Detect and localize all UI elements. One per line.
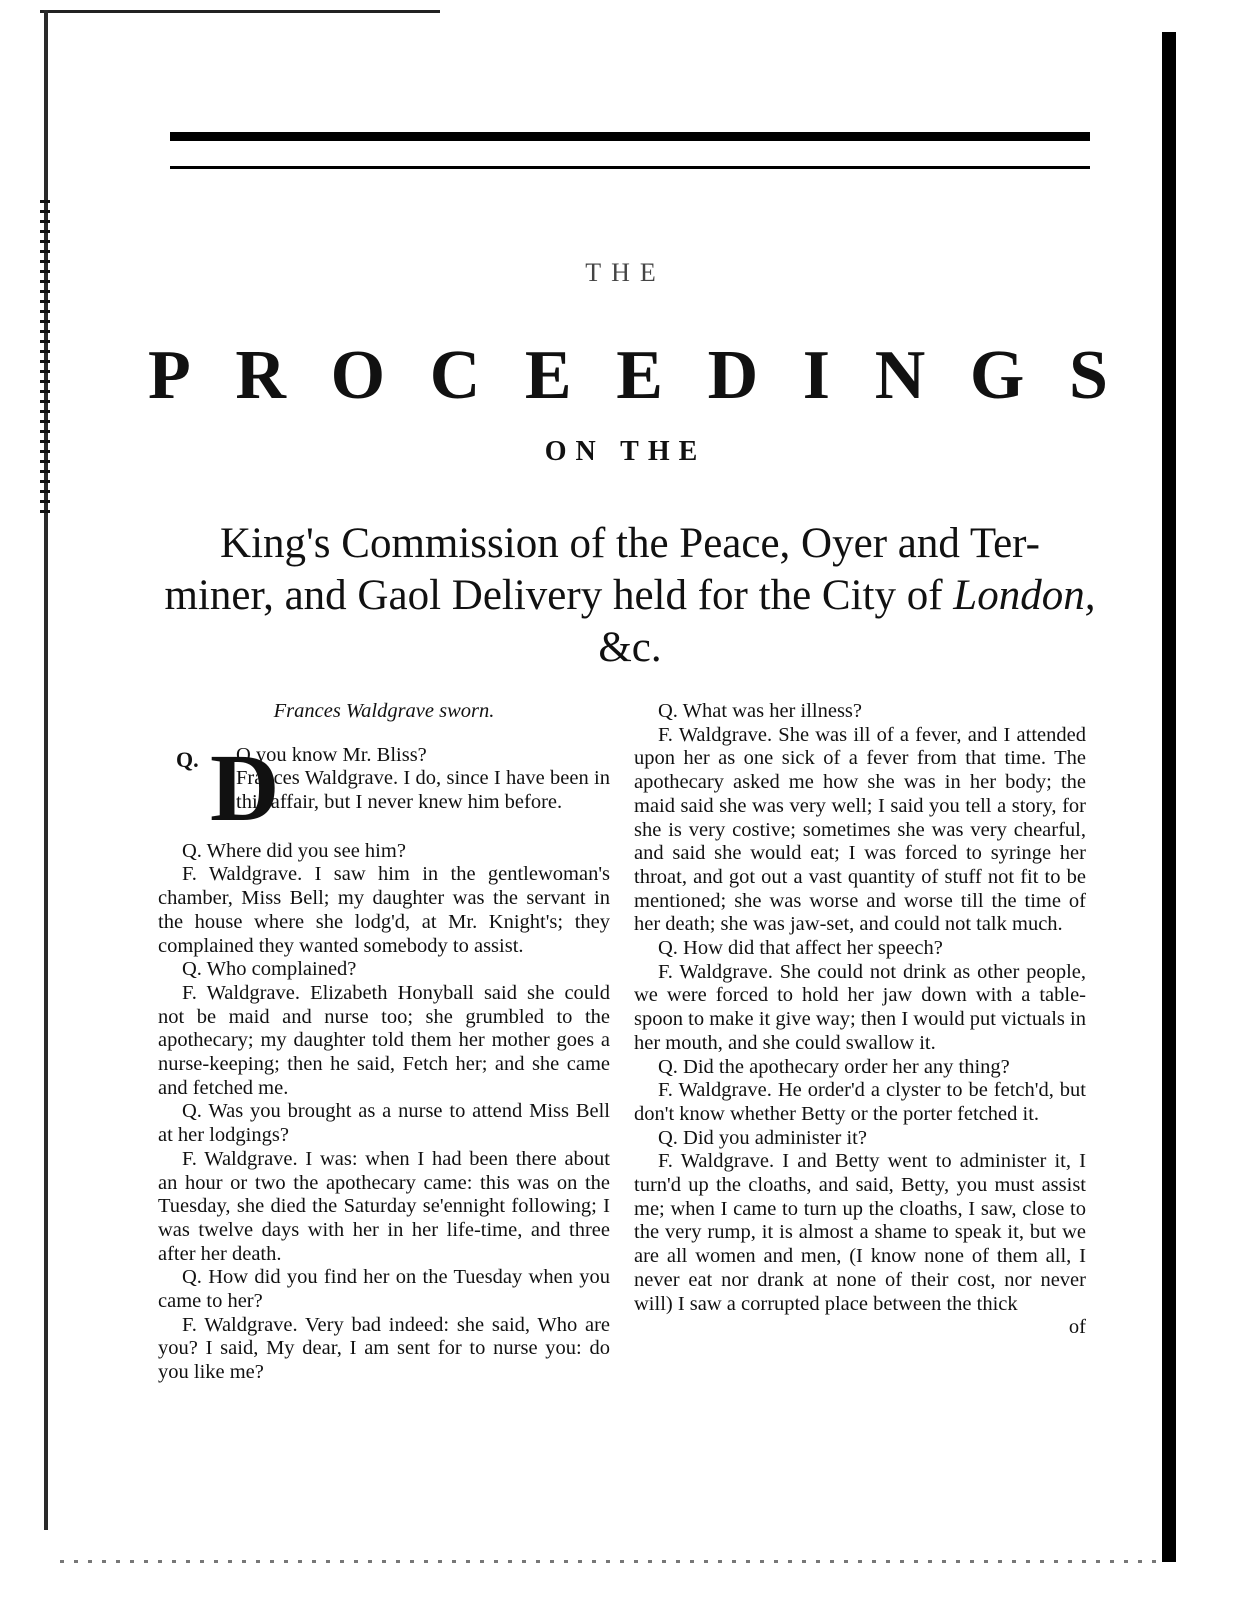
column-right [634,700,1086,1340]
paragraph: Q. How did you find her on the Tuesday when you came to her? [158,1266,610,1313]
title-letter: D [707,337,759,414]
header-rule-thick [170,132,1090,141]
subtitle-line-2 [150,570,1110,674]
title-subtitle [150,518,1110,674]
scan-binding-marks [40,200,50,520]
column-left [158,700,610,1385]
question-mark-q: Q. [176,746,199,772]
subtitle-city: London, [953,572,1096,619]
title-letter: I [802,337,831,414]
paragraph: F. Waldgrave. Very bad indeed: she said, Who are you? I said, My dear, I am sent for to nurse you: do you like me? [158,1313,610,1384]
title-letter: E [524,337,572,414]
paragraph: Q. Who complained? [182,958,357,981]
paragraph: Q. Did you administer it? [658,1126,867,1149]
paragraph: Q. Where did you see him? [182,839,406,862]
title-on-the: ON THE [544,436,707,467]
title-proceedings [148,336,1108,416]
subtitle-text: miner, and Gaol Delivery held for the City of [164,572,943,619]
paragraph: F. Waldgrave. I was: when I had been there about an hour or two the apothecary came: this was on the Tuesday, she died the Saturday se'ennight following; I was twelve days with her in her life-time, and three after her death. [158,1147,610,1265]
scan-bottom-edge [60,1560,1160,1563]
title-letter: G [969,337,1025,414]
title-letter: N [874,337,926,414]
title-the: THE [585,258,666,287]
title-letter: C [429,337,481,414]
paragraph: Q. Did the apothecary order her any thing? [658,1055,1010,1078]
paragraph-opening [158,733,610,841]
paragraph: Q. What was her illness? [658,700,862,722]
title-letter: E [616,337,663,414]
opening-question: O you know Mr. Bliss? [236,743,427,766]
title-letter: P [148,337,191,414]
header-rule-thin [170,166,1090,169]
opening-answer: Frances Waldgrave. I do, since I have been in this affair, but I never knew him before. [236,767,610,814]
paragraph: F. Waldgrave. I and Betty went to administer it, I turn'd up the cloaths, and said, Betty, you must assist me; when I came to turn up the cloaths, I saw, close to the very rump, it is almost a shame to speak it, but we are all women and men, (I know none of them all, I never eat nor drank at none of their cost, nor never will) I saw a corrupted place between the thick [634,1150,1086,1315]
witness-heading: Frances Waldgrave sworn. [273,700,495,722]
paragraph: F. Waldgrave. Elizabeth Honyball said she could not be maid and nurse too; she grumbled to the apothecary; my daughter told them her mother goes a nurse-keeping; then he said, Fetch her; and she came and fetched me. [158,981,610,1099]
drop-cap: D [210,733,280,841]
paragraph: F. Waldgrave. She was ill of a fever, and I attended upon her as one sick of a fever from that time. The apothecary asked me how she was in her body; the maid said she was very well; I said you tell a story, for she is very costive; sometimes she was very chearful, and said she would eat; I was forced to syringe her throat, and got out a vast quantity of stuff not fit to be mentioned; she was worse and worse till the time of her death; she was jaw-set, and could not talk much. [634,723,1086,936]
paragraph: F. Waldgrave. He order'd a clyster to be fetch'd, but don't know whether Betty or the porter fetched it. [634,1079,1086,1125]
paragraph: Q. Was you brought as a nurse to attend Miss Bell at her lodgings? [158,1100,610,1147]
subtitle-line-1: King's Commission of the Peace, Oyer and Ter- [220,520,1040,567]
subtitle-etc: &c. [598,624,662,671]
paragraph: F. Waldgrave. She could not drink as other people, we were forced to hold her jaw down with a table-spoon to make it give way; then I would put victuals in her mouth, and she could swallow it. [634,960,1086,1054]
catchword: of [1068,1316,1086,1339]
scan-artifact-top [40,10,440,13]
title-letter: R [235,337,286,414]
title-letter: S [1068,337,1108,414]
paragraph: Q. How did that affect her speech? [658,937,943,960]
title-letter: O [330,337,386,414]
paragraph: F. Waldgrave. I saw him in the gentlewoman's chamber, Miss Bell; my daughter was the servant in the house where she lodg'd, at Mr. Knight's; they complained they wanted somebody to assist. [158,863,610,957]
